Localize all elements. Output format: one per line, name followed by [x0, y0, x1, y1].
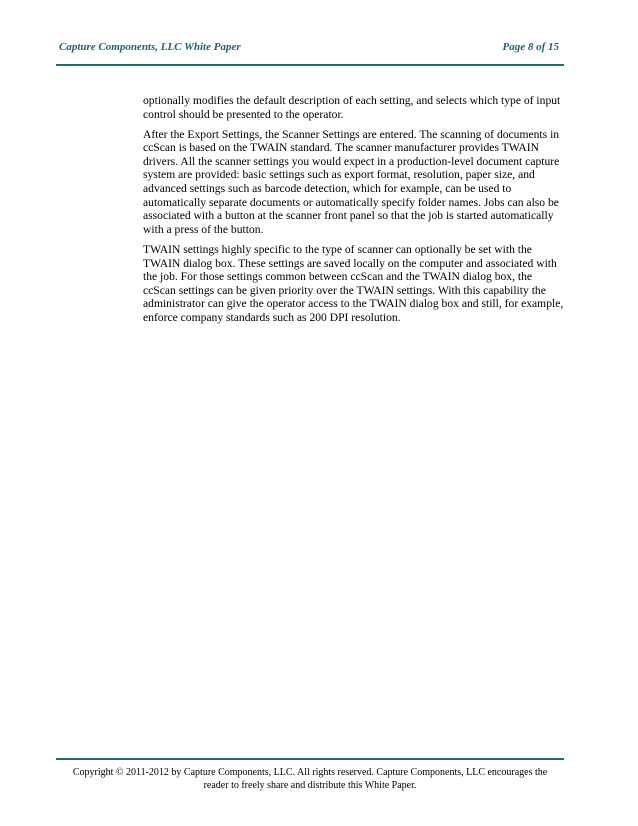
- page-number: Page 8 of 15: [502, 41, 559, 53]
- copyright-line: Copyright © 2011-2012 by Capture Components, LLC. All rights reserved. Capture Components, LLC encourages the: [72, 767, 548, 778]
- paragraph: TWAIN settings highly specific to the type of scanner can optionally be set with the TWAIN dialog box. These settings are saved locally on the computer and associated with the job. For those settings common between ccScan and the TWAIN dialog box, the ccScan settings can be given priority over the TWAIN settings. With this capability the administrator can give the operator access to the TWAIN dialog box and still, for example, enforce company standards such as 200 DPI resolution.: [143, 242, 564, 324]
- page-header: [59, 41, 559, 57]
- footer-divider: [56, 758, 564, 760]
- header-divider: [56, 64, 564, 66]
- page-footer: [56, 767, 564, 792]
- document-title: Capture Components, LLC White Paper: [59, 41, 241, 53]
- paragraph: After the Export Settings, the Scanner Settings are entered. The scanning of documents in ccScan is based on the TWAIN standard. The scanner manufacturer provides TWAIN drivers. All the scanner settings you would expect in a production-level document capture system are provided: basic settings such as export format, resolution, paper size, and advanced settings such as barcode detection, which for example, can be used to automatically separate documents or automatically specify folder names. Jobs can also be associated with a button at the scanner front panel so that the job is started automatically with a press of the button.: [143, 127, 560, 236]
- paragraph: optionally modifies the default description of each setting, and selects which type of input control should be presented to the operator.: [143, 94, 561, 121]
- body-content: [143, 94, 565, 331]
- copyright-line: reader to freely share and distribute this White Paper.: [203, 779, 417, 791]
